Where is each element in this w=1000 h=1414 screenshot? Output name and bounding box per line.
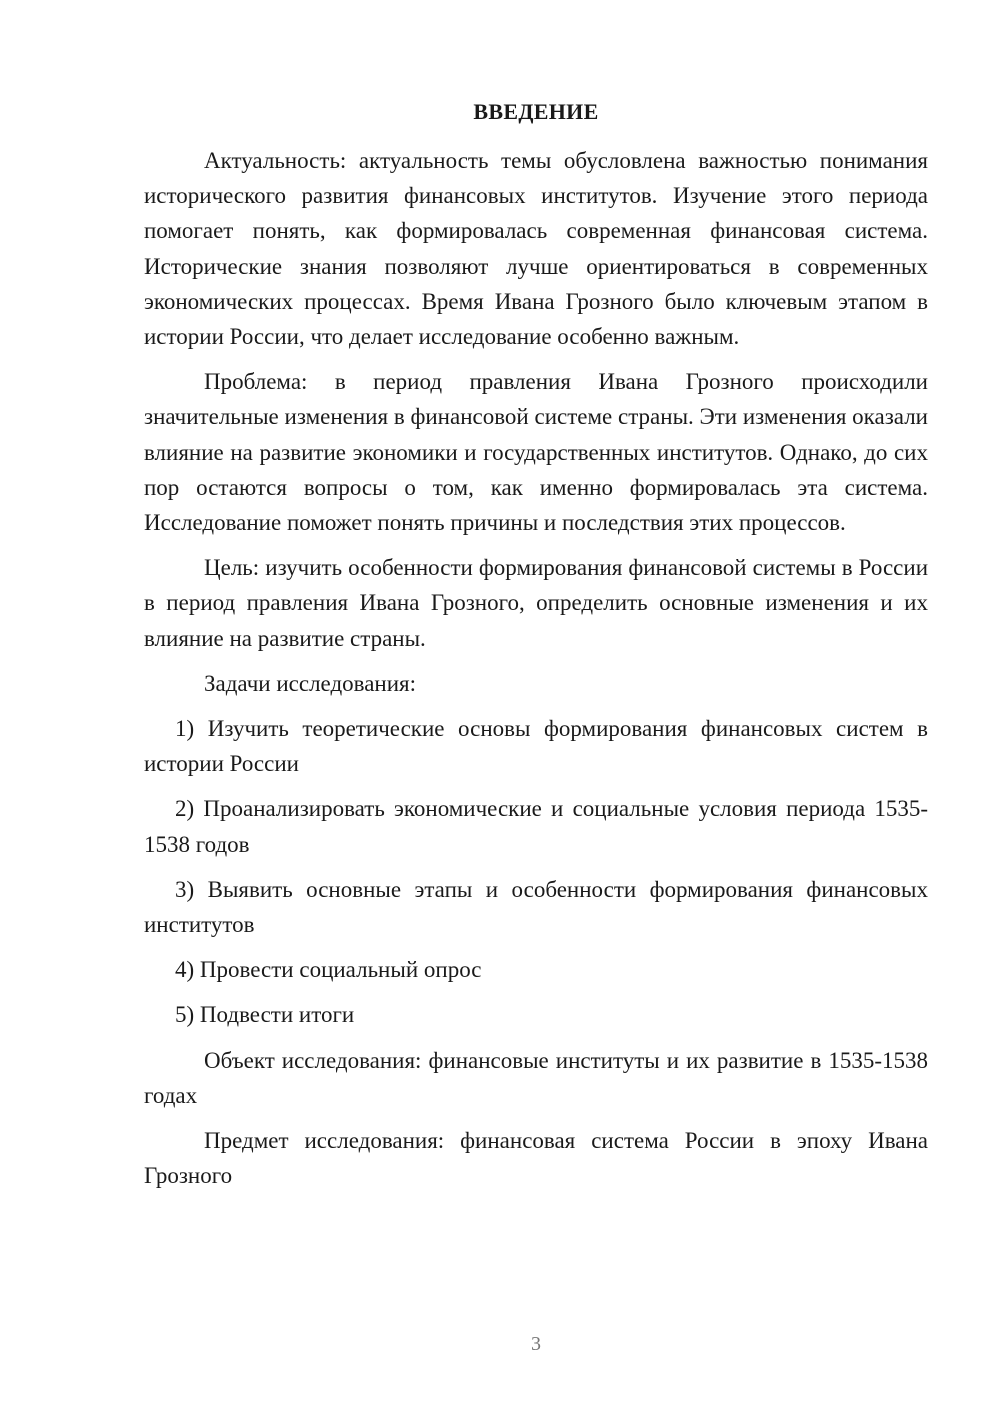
subject-label: Предмет исследования:: [204, 1128, 445, 1154]
task-item: [144, 791, 928, 861]
task-text: Проанализировать экономические и социальные условия периода 1535-1538 годов: [144, 796, 929, 857]
task-number: 5): [175, 1002, 195, 1028]
subject-paragraph: [144, 1123, 928, 1193]
task-item: [144, 872, 928, 942]
task-item: [144, 952, 928, 987]
task-item: [144, 711, 928, 781]
task-text: Подвести итоги: [199, 1002, 355, 1028]
task-text: Изучить теоретические основы формирования финансовых систем в истории России: [144, 716, 929, 777]
problem-paragraph: [144, 364, 928, 540]
object-paragraph: [144, 1043, 928, 1113]
object-text: финансовые институты и их развитие в 1535-1538 годах: [144, 1047, 928, 1108]
task-number: 1): [175, 716, 195, 742]
task-number: 2): [175, 796, 195, 822]
task-number: 4): [175, 957, 195, 983]
task-item: [144, 997, 928, 1032]
subject-text: финансовая система России в эпоху Ивана Грозного: [144, 1128, 929, 1189]
problem-label: Проблема:: [204, 369, 308, 395]
page-content: [144, 95, 928, 1203]
section-title: ВВЕДЕНИЕ: [473, 99, 599, 124]
task-text: Провести социальный опрос: [199, 957, 482, 983]
task-number: 3): [175, 876, 195, 902]
task-text: Выявить основные этапы и особенности формирования финансовых институтов: [144, 876, 928, 938]
page-number: 3: [531, 1333, 541, 1355]
goal-paragraph: [144, 550, 928, 656]
relevance-paragraph: [144, 143, 928, 354]
problem-text: в период правления Ивана Грозного происходили значительные изменения в финансовой системе страны. Эти изменения оказали влияние на развитие экономики и государственных институтов. Однако, до сих пор остаются вопросы о том, как именно формировалась эта система. Исследование поможет понять причины и последствия этих процессов.: [144, 369, 928, 536]
relevance-label: Актуальность:: [204, 148, 347, 173]
tasks-heading: Задачи исследования:: [204, 670, 417, 696]
relevance-text: актуальность темы обусловлена важностью понимания исторического развития финансовых институтов. Изучение этого периода помогает понять, как формировалась современная финансовая система. Исторические знания позволяют лучше ориентироваться в современных экономических процессах. Время Ивана Грозного было ключевым этапом в истории России, что делает исследование особенно важным.: [144, 148, 928, 350]
goal-text: изучить особенности формирования финансовой системы в России в период правления Ивана Грозного, определить основные изменения и их влияние на развитие страны.: [144, 555, 928, 651]
goal-label: Цель:: [204, 555, 260, 581]
object-label: Объект исследования:: [204, 1047, 422, 1073]
